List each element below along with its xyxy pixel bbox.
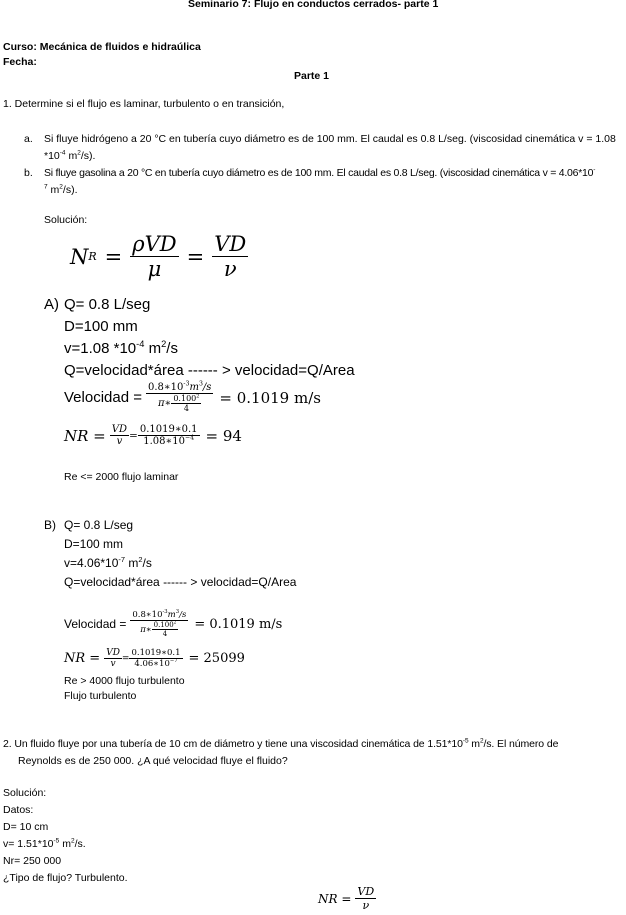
course-line: Curso: Mecánica de fluidos e hidraúlica [3,41,201,53]
item-a-text: Si fluye hidrógeno a 20 °C en tubería cuyo diámetro es de 100 mm. El caudal es 0.8 L/seg. (viscosidad cinemática v = 1.08 [44,133,616,145]
question-2-cont: Reynolds es de 250 000. ¿A qué velocidad fluye el fluido? [18,755,288,767]
part-b-label: B) [44,518,56,532]
q2-formula: NR = $\frac{VD}{\nu}$ [318,885,375,912]
part-a-d: D=100 mm [64,318,138,335]
part-b-q: Q= 0.8 L/seg [64,518,134,532]
item-a-marker: a. [24,133,33,145]
q2-viscosity: $v= 1.51*10^{-5}$ $m^2/s$. [3,837,86,850]
part-a-reynolds: NR = $\frac{VD}{v}$ = $\frac{0.1019∗0.1}{1.08∗10^{-4}}$ = 94 [64,424,242,447]
q2-reynolds: Nr= 250 000 [3,855,62,867]
q2-diameter: D= 10 cm [3,821,49,833]
question-2: 2. Un fluido fluye por una tubería de 10 cm de diámetro y tiene una viscosidad cinemática de $1.51*10^{-5}$ $m^2/s$. El número de [3,737,559,750]
solution-label: Solución: [44,214,88,226]
part-a-q: Q= 0.8 L/seg [64,296,151,313]
part-b-v: $v=4.06*10^{-7}$ $m^2/s$ [64,555,152,570]
part-a-conclusion: Re <= 2000 flujo laminar [64,471,179,483]
part-a-label: A) [44,296,59,313]
item-b-text-cont: $^7$ $m^2/s$). [44,183,78,196]
part-heading: Parte 1 [294,70,330,82]
date-line: Fecha: [3,56,37,68]
item-b-text: Si fluye gasolina a 20 °C en tubería cuyo diámetro es de 100 mm. El caudal es 0.8 L/seg. (viscosidad cinemática v = 4.06*10- [44,166,596,179]
question-1: 1. Determine si el flujo es laminar, turbulento o en transición, [3,98,285,110]
q2-solution-label: Solución: [3,787,47,799]
part-b-d: D=100 mm [64,537,124,551]
q2-flow-type: ¿Tipo de flujo? Turbulento. [3,872,128,884]
page-title: Seminario 7: Flujo en conductos cerrados- parte 1 [188,0,439,10]
item-b-marker: b. [24,167,33,179]
part-b-velocity: Velocidad = $0.8∗10^{-3}m^3/s$ π∗ $\frac{0.100^2}{4}$ = 0.1019 m/s [64,609,283,638]
part-b-reynolds: NR = $\frac{VD}{v}$ = $\frac{0.1019∗0.1}{4.06∗10^{-7}}$ = 25099 [64,648,245,669]
q2-data-label: Datos: [3,804,34,816]
part-a-q-relation: Q=velocidad*área ------ > velocidad=Q/Area [64,362,355,379]
part-a-v: v=1.08 $*10^{-4}$ $m^2/s$ [64,339,178,357]
part-a-velocity: Velocidad = $0.8∗10^{-3}m^3/s$ π∗ $\frac{0.100^2}{4}$ = 0.1019 m/s [64,380,321,413]
part-b-q-relation: Q=velocidad*área ------ > velocidad=Q/Area [64,575,297,589]
part-b-conclusion-1: Re > 4000 flujo turbulento [64,675,185,687]
reynolds-formula: N R = $\frac{\text{ρVD}}{\mu}$ = $\frac{VD}{\nu}$ [70,232,247,281]
item-a-text-cont: $*10^{-4}$ $m^2/s$). [44,149,96,162]
part-b-conclusion-2: Flujo turbulento [64,690,137,702]
